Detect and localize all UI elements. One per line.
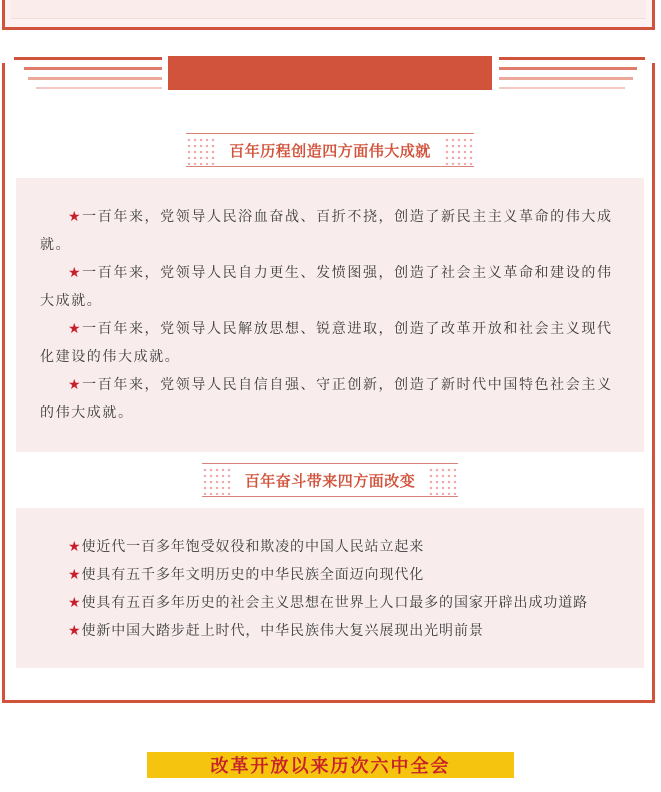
star-icon: ★ xyxy=(68,539,82,555)
achievement-text: 一百年来，党领导人民浴血奋战、百折不挠，创造了新民主主义革命的伟大成就。 xyxy=(40,209,613,253)
achievement-text: 一百年来，党领导人民自信自强、守正创新，创造了新时代中国特色社会主义的伟大成就。 xyxy=(40,377,613,421)
star-icon: ★ xyxy=(68,377,83,393)
section-header-block xyxy=(168,56,492,90)
section1-title-box xyxy=(186,133,474,167)
header-line-left-1 xyxy=(14,57,162,60)
header-line-right-4 xyxy=(499,87,625,89)
star-icon: ★ xyxy=(68,567,82,583)
header-line-left-2 xyxy=(24,67,162,70)
achievement-text: 一百年来，党领导人民自力更生、发愤图强，创造了社会主义革命和建设的伟大成就。 xyxy=(40,265,613,309)
header-line-left-4 xyxy=(36,87,162,89)
previous-section-frame xyxy=(2,0,655,30)
change-item xyxy=(68,533,634,561)
header-line-right-2 xyxy=(499,67,637,70)
change-text: 使近代一百多年饱受奴役和欺凌的中国人民站立起来 xyxy=(81,539,425,555)
dot-pattern-left xyxy=(202,467,232,495)
section2-panel xyxy=(16,508,644,668)
dot-pattern-right xyxy=(428,467,458,495)
change-item xyxy=(68,561,634,589)
change-text: 使新中国大踏步赶上时代，中华民族伟大复兴展现出光明前景 xyxy=(81,623,484,639)
achievement-paragraph xyxy=(40,315,616,371)
header-line-right-3 xyxy=(499,77,633,80)
change-item xyxy=(68,589,634,617)
header-line-right-1 xyxy=(499,57,645,60)
section2-title-box xyxy=(202,463,458,497)
star-icon: ★ xyxy=(68,209,83,225)
star-icon: ★ xyxy=(68,623,82,639)
change-text: 使具有五百多年历史的社会主义思想在世界上人口最多的国家开辟出成功道路 xyxy=(81,595,589,611)
section1-panel xyxy=(16,178,644,452)
star-icon: ★ xyxy=(68,265,83,281)
header-line-left-3 xyxy=(28,77,162,80)
achievement-paragraph xyxy=(40,371,616,427)
dot-pattern-left xyxy=(186,137,216,165)
previous-section-panel xyxy=(11,0,646,19)
section2-title: 百年奋斗带来四方面改变 xyxy=(244,471,416,490)
next-section-banner xyxy=(147,752,514,778)
change-item xyxy=(68,617,634,645)
achievement-paragraph xyxy=(40,259,616,315)
change-text: 使具有五千多年文明历史的中华民族全面迈向现代化 xyxy=(81,567,425,583)
achievement-paragraph xyxy=(40,203,616,259)
dot-pattern-right xyxy=(444,137,474,165)
star-icon: ★ xyxy=(68,595,82,611)
banner-title: 改革开放以来历次六中全会 xyxy=(210,756,451,777)
achievement-text: 一百年来，党领导人民解放思想、锐意进取，创造了改革开放和社会主义现代化建设的伟大成就。 xyxy=(40,321,613,365)
star-icon: ★ xyxy=(68,321,83,337)
section1-title: 百年历程创造四方面伟大成就 xyxy=(229,141,431,160)
